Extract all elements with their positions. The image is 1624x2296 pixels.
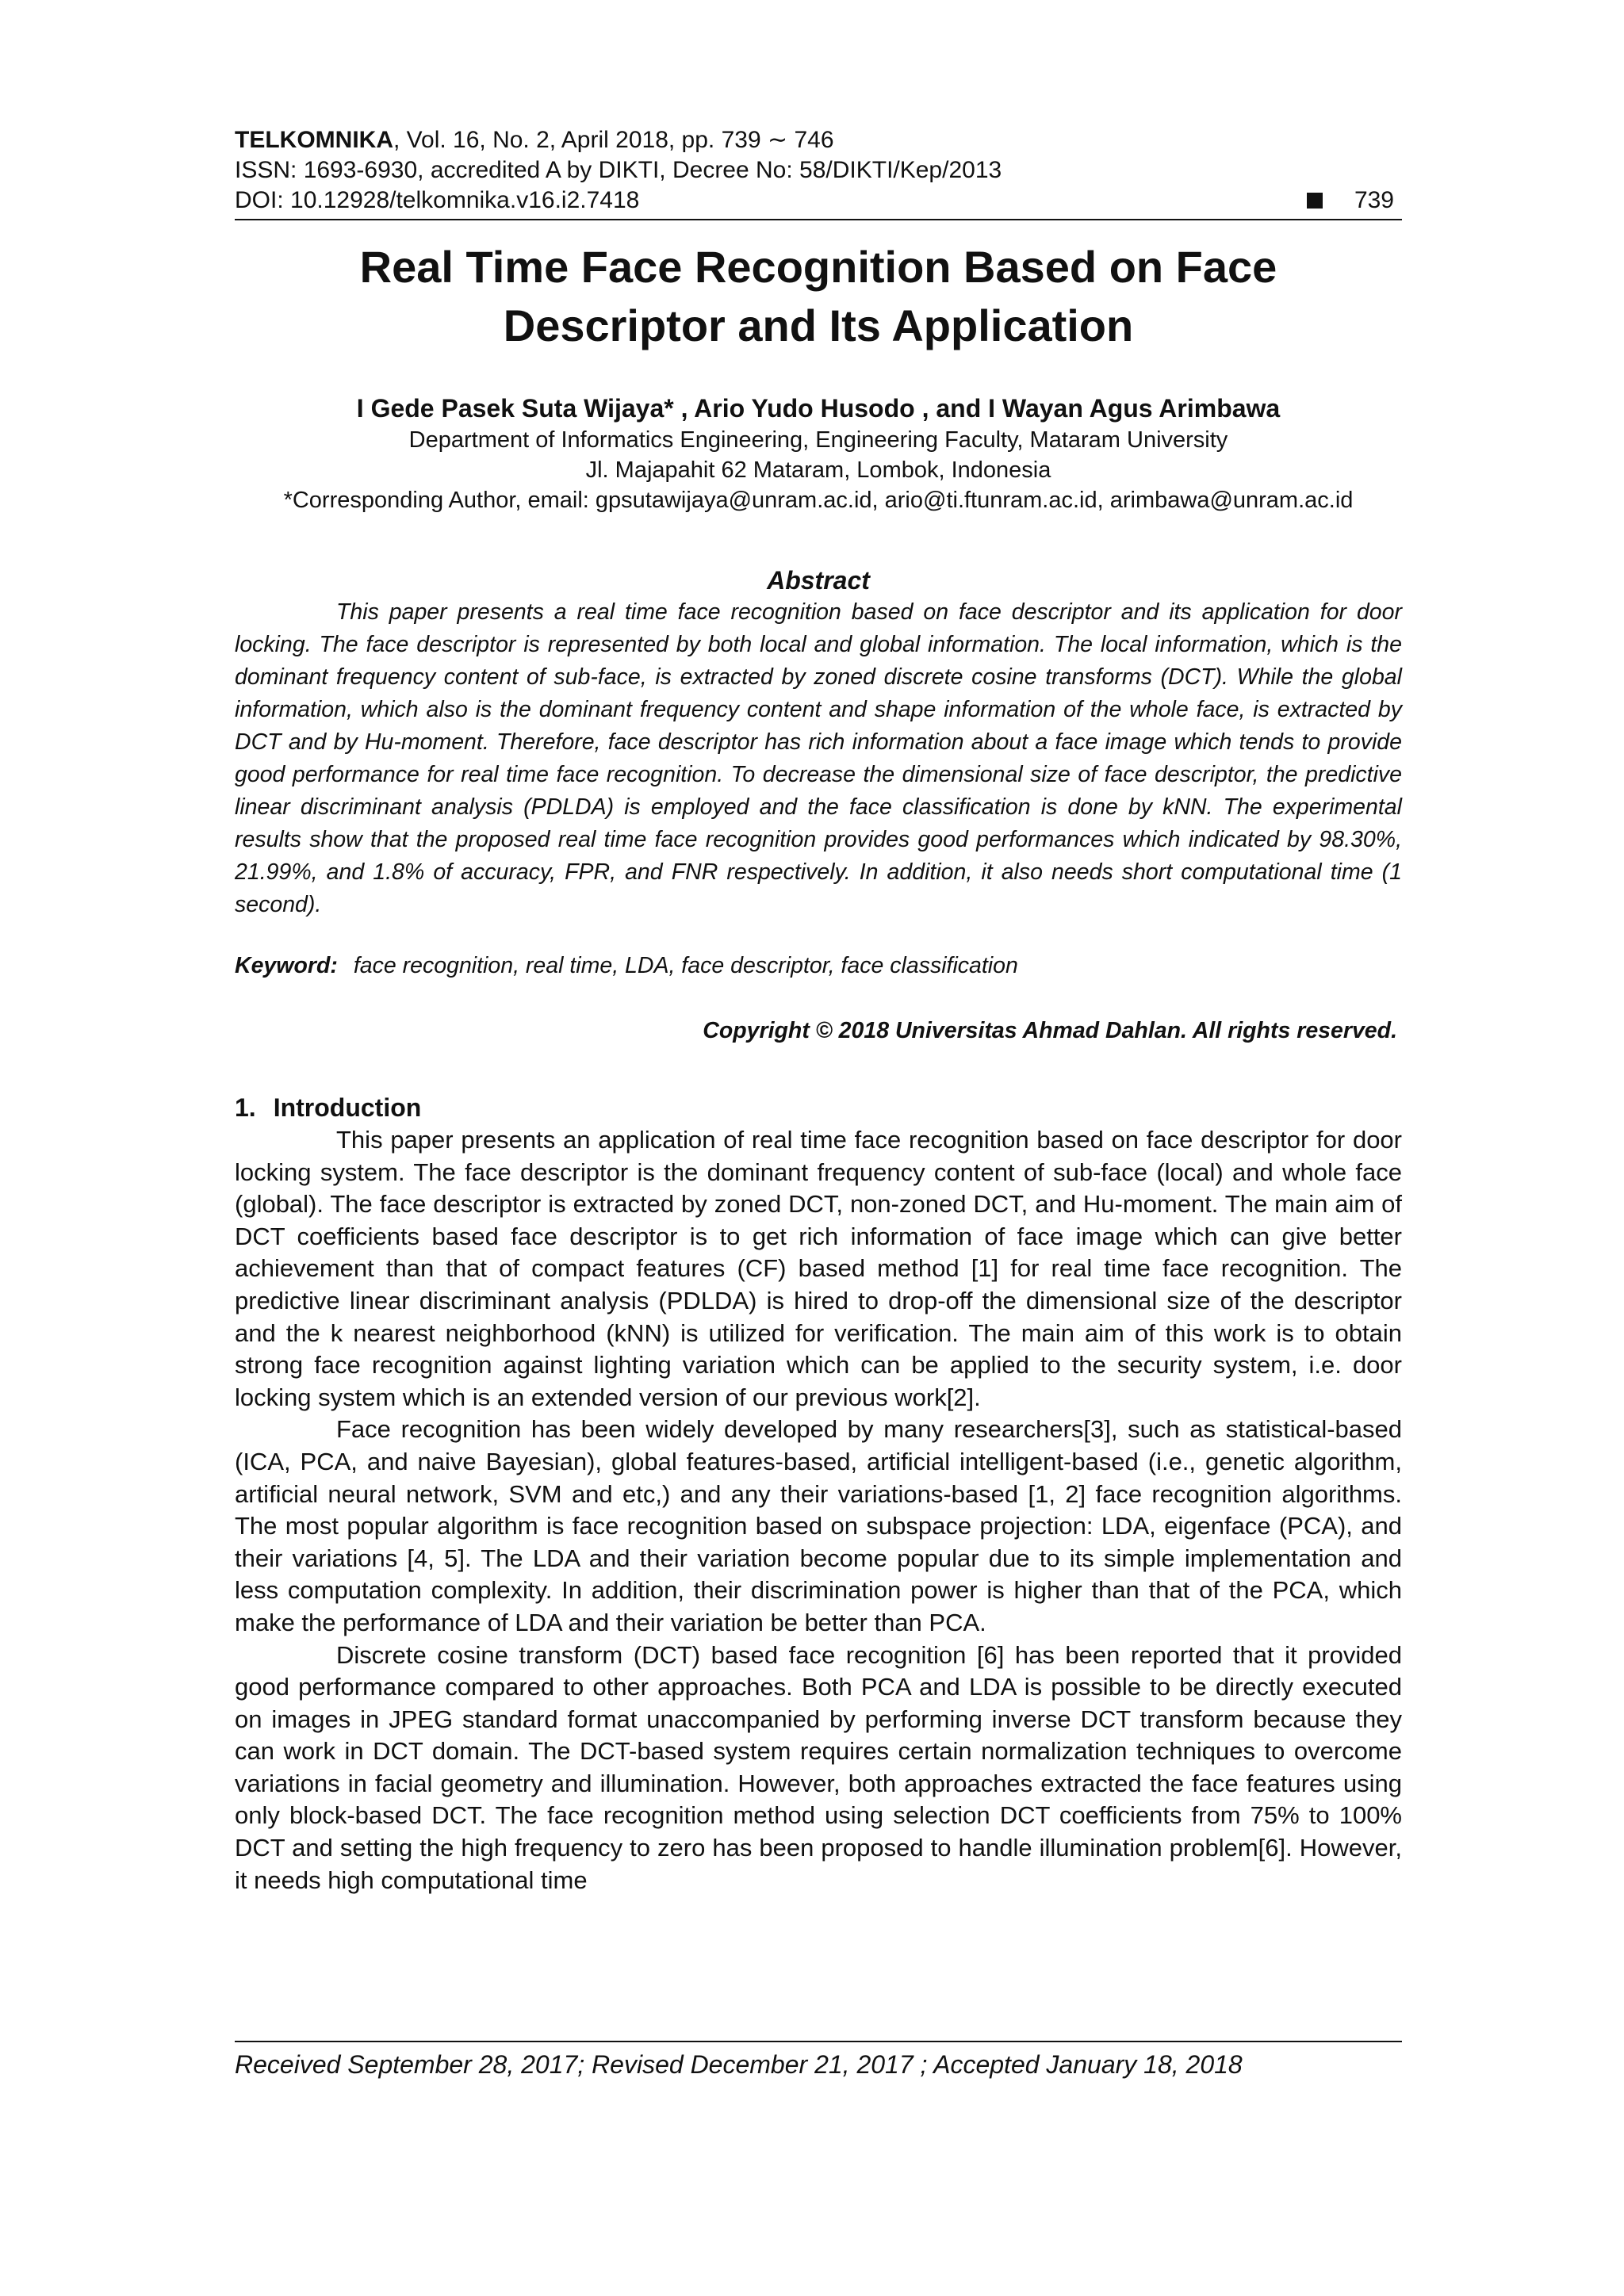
body-paragraph-1: This paper presents an application of real time face recognition based on face descriptor for door locking system. The face descriptor is the dominant frequency content of sub-face (local) and whole face (global). The face descriptor is extracted by zoned DCT, non-zoned DCT, and Hu-moment. The main aim of DCT coefficients based face descriptor is to get rich information of face image which can give better achievement than that of compact features (CF) based method [1] for real time face recognition. The predictive linear discriminant analysis (PDLDA) is hired to drop-off the dimensional size of the descriptor and the k nearest neighborhood (kNN) is utilized for verification. The main aim of this work is to obtain strong face recognition against lighting variation which can be applied to the security system, i.e. door locking system which is an extended version of our previous work[2]. (235, 1126, 1402, 1411)
affiliation (235, 425, 1402, 515)
header-rule (235, 219, 1402, 220)
body-paragraph-3: Discrete cosine transform (DCT) based face recognition [6] has been reported that it provided good performance compared to other approaches. Both PCA and LDA is possible to be directly executed on images in JPEG standard format unaccompanied by performing inverse DCT transform because they can work in DCT domain. The DCT-based system requires certain normalization techniques to overcome variations in facial geometry and illumination. However, both approaches extracted the face features using only block-based DCT. The face recognition method using selection DCT coefficients from 75% to 100% DCT and setting the high frequency to zero has been proposed to handle illumination problem[6]. However, it needs high computational time (235, 1640, 1402, 1894)
affiliation-line-1: Department of Informatics Engineering, Engineering Faculty, Mataram University (408, 427, 1228, 453)
page-number: 739 (1354, 187, 1394, 213)
title-line-1: Real Time Face Recognition Based on Face (359, 242, 1277, 292)
body-paragraph-2: Face recognition has been widely developed by many researchers[3], such as statistical-based (ICA, PCA, and naive Bayesian), global features-based, artificial intelligent-based (i.e., genetic algorithm, artificial neural network, SVM and etc,) and any their variations-based [1, 2] face recognition algorithms. The most popular algorithm is face recognition based on subspace projection: LDA, eigenface (PCA), and their variations [4, 5]. The LDA and their variation become popular due to its simple implementation and less computation complexity. In addition, their discrimination power is higher than that of the PCA, which make the performance of LDA and their variation be better than PCA. (235, 1415, 1402, 1636)
journal-name: TELKOMNIKA (235, 127, 393, 153)
doi-line: DOI: 10.12928/telkomnika.v16.i2.7418 (235, 187, 640, 213)
section-title: Introduction (273, 1093, 422, 1122)
section-number: 1. (235, 1093, 256, 1122)
square-icon (1307, 193, 1323, 209)
affiliation-line-2: Jl. Majapahit 62 Mataram, Lombok, Indonesia (585, 457, 1051, 483)
abstract-text: This paper presents a real time face recognition based on face descriptor and its application for door locking. The face descriptor is represented by both local and global information. The local information, which is the dominant frequency content of sub-face, is extracted by zoned discrete cosine transforms (DCT). While the global information, which also is the dominant frequency content and shape information of the whole face, is extracted by DCT and by Hu-moment. Therefore, face descriptor has rich information about a face image which tends to provide good performance for real time face recognition. To decrease the dimensional size of face descriptor, the predictive linear discriminant analysis (PDLDA) is employed and the face classification is done by kNN. The experimental results show that the proposed real time face recognition provides good performances which indicated by 98.30%, 21.99%, and 1.8% of accuracy, FPR, and FNR respectively. In addition, it also needs short computational time (1 second). (235, 599, 1402, 917)
citation-details: , Vol. 16, No. 2, April 2018, pp. 739 ∼ 746 (393, 127, 834, 153)
corresponding-author: *Corresponding Author, email: gpsutawijaya@unram.ac.id, ario@ti.ftunram.ac.id, arimbawa@unram.ac.id (283, 488, 1354, 513)
copyright-notice: Copyright © 2018 Universitas Ahmad Dahlan. All rights reserved. (703, 1018, 1397, 1043)
keywords-text: face recognition, real time, LDA, face descriptor, face classification (353, 953, 1018, 978)
received-dates: Received September 28, 2017; Revised December 21, 2017 ; Accepted January 18, 2018 (235, 2050, 1243, 2079)
author-list: I Gede Pasek Suta Wijaya* , Ario Yudo Husodo , and I Wayan Agus Arimbawa (356, 394, 1281, 423)
issn-line: ISSN: 1693-6930, accredited A by DIKTI, Decree No: 58/DIKTI/Kep/2013 (235, 157, 1002, 183)
keywords (235, 950, 1402, 982)
running-header (235, 125, 1402, 220)
keywords-label: Keyword: (235, 953, 338, 978)
section-heading (235, 1091, 1402, 1124)
paper-title (235, 238, 1402, 355)
abstract-heading: Abstract (767, 566, 870, 595)
title-line-2: Descriptor and Its Application (503, 300, 1134, 350)
paper-page (235, 125, 1402, 1896)
footer-rule (235, 2041, 1402, 2042)
citation-line (235, 125, 1402, 155)
